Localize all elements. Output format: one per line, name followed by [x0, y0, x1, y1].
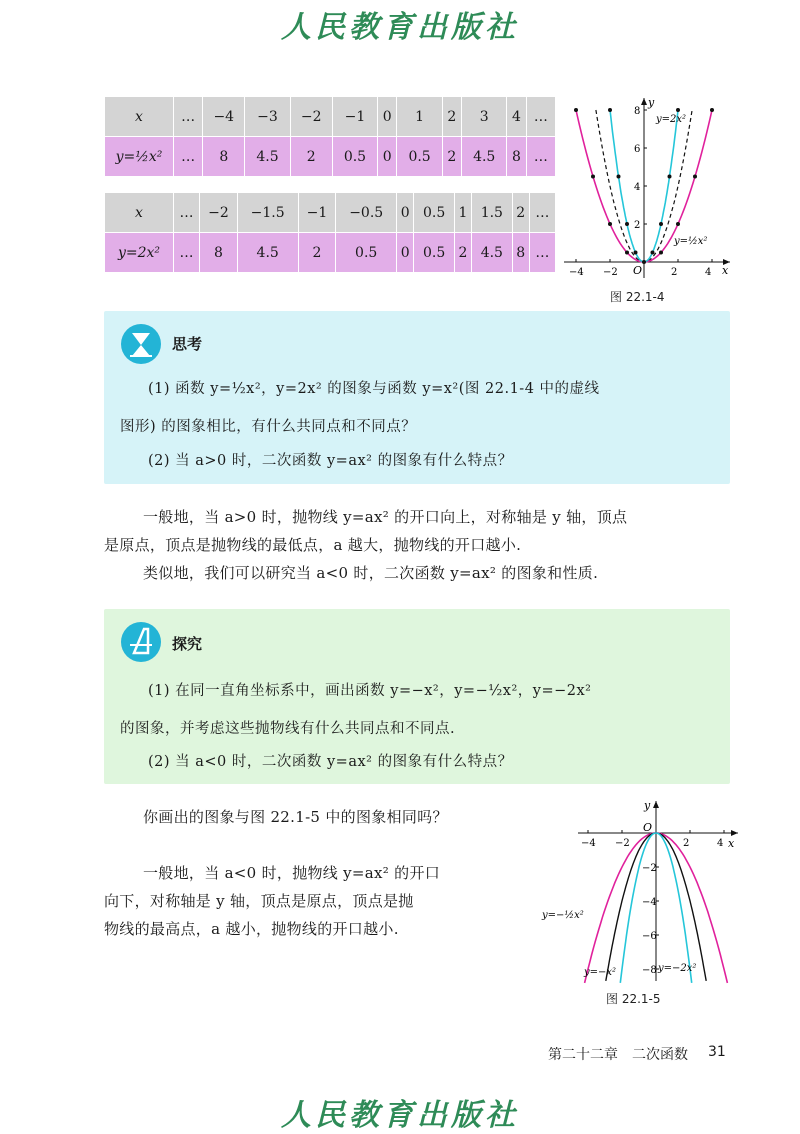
table-cell: … [174, 233, 200, 273]
table-header-y: y=½x² [105, 137, 174, 177]
table-cell: 0 [378, 97, 397, 137]
curve-label-half: y=½x² [674, 236, 708, 247]
table-header-x: x [105, 97, 174, 137]
table-cell: 0 [378, 137, 397, 177]
table-cell: … [529, 193, 555, 233]
table-cell: 0.5 [336, 233, 397, 273]
x-tick-label: 2 [683, 838, 690, 849]
think-line-3: (2) 当 a>0 时，二次函数 y=ax² 的图象有什么特点？ [148, 453, 513, 469]
table-row [105, 137, 556, 177]
table-cell: … [174, 137, 203, 177]
point-half [693, 175, 697, 179]
table-cell: −4 [203, 97, 245, 137]
curve-label-neg-half: y=−½x² [542, 910, 584, 921]
explore-line-3: (2) 当 a<0 时，二次函数 y=ax² 的图象有什么特点？ [148, 754, 513, 770]
footer-chapter: 第二十二章 二次函数 [548, 1047, 688, 1063]
axis-label-y: y [644, 799, 651, 812]
table-cell: −1.5 [237, 193, 298, 233]
point-double [634, 251, 638, 255]
table-cell: 4.5 [462, 137, 507, 177]
footer-page-number: 31 [708, 1044, 726, 1060]
table-cell: 0.5 [332, 137, 377, 177]
point-half [608, 222, 612, 226]
think-title: 思考 [172, 335, 203, 353]
think-icon [120, 323, 162, 365]
table-cell: 4 [507, 97, 526, 137]
y-tick-label: 2 [634, 220, 641, 231]
table-cell: 2 [298, 233, 336, 273]
table-row [105, 193, 556, 233]
y-tick-label: −8 [642, 965, 657, 976]
explore-box [104, 609, 730, 784]
paragraph1-line-2: 是原点，顶点是抛物线的最低点，a 越大，抛物线的开口越小. [104, 536, 522, 554]
value-table-double [104, 192, 556, 273]
y-tick-label: −4 [642, 897, 657, 908]
table-header-y: y=2x² [105, 233, 174, 273]
x-tick-label: 2 [671, 267, 678, 278]
publisher-footer: 人民教育出版社 [281, 1098, 519, 1133]
table-cell: 0 [397, 193, 414, 233]
point-double [668, 175, 672, 179]
point-half [591, 175, 595, 179]
point-double [625, 222, 629, 226]
table-cell: 0.5 [414, 193, 454, 233]
table-cell: 8 [200, 233, 238, 273]
table-row [105, 233, 556, 273]
table-cell: 4.5 [245, 137, 290, 177]
table-cell: … [529, 233, 555, 273]
table-cell: 1 [454, 193, 471, 233]
table-cell: … [526, 137, 555, 177]
x-tick-label: −2 [615, 838, 630, 849]
x-tick-label: −4 [569, 267, 584, 278]
figure-22-1-5 [540, 795, 740, 985]
curve-label-neg-x2: y=−x² [584, 967, 617, 978]
x-tick-label: −4 [581, 838, 596, 849]
explore-line-2: 的图象，并考虑这些抛物线有什么共同点和不同点. [120, 721, 456, 737]
y-tick-label: −2 [642, 863, 657, 874]
table-cell: 4.5 [237, 233, 298, 273]
table-cell: −2 [290, 97, 332, 137]
point-half [642, 260, 646, 264]
paragraph2-line-3: 向下，对称轴是 y 轴，顶点是原点，顶点是抛 [104, 892, 414, 910]
table-row [105, 97, 556, 137]
table-cell: 2 [454, 233, 471, 273]
table-cell: 2 [512, 193, 529, 233]
explore-title: 探究 [172, 635, 203, 653]
paragraph1-line-1: 一般地，当 a>0 时，抛物线 y=ax² 的开口向上，对称轴是 y 轴，顶点 [143, 508, 628, 526]
think-line-1: (1) 函数 y=½x²，y=2x² 的图象与函数 y=x²(图 22.1-4 中的虚线 [148, 381, 600, 397]
table-cell: 1 [397, 97, 442, 137]
think-line-2: 图形) 的图象相比，有什么共同点和不同点？ [120, 419, 417, 435]
point-half [625, 251, 629, 255]
axis-label-y: y [648, 96, 655, 109]
table-cell: 1.5 [472, 193, 512, 233]
x-tick-label: −2 [603, 267, 618, 278]
figure1-axes [564, 98, 730, 278]
table-cell: … [526, 97, 555, 137]
table-cell: 2 [442, 97, 461, 137]
point-double [651, 251, 655, 255]
table-cell: −1 [332, 97, 377, 137]
table-cell: −1 [298, 193, 336, 233]
think-box [104, 311, 730, 484]
paragraph2-line-1: 你画出的图象与图 22.1-5 中的图象相同吗？ [143, 808, 448, 826]
figure2-caption: 图 22.1-5 [606, 992, 661, 1006]
paragraph2-line-2: 一般地，当 a<0 时，抛物线 y=ax² 的开口 [143, 864, 441, 882]
point-half [710, 108, 714, 112]
table-cell: −0.5 [336, 193, 397, 233]
x-tick-label: 4 [705, 267, 712, 278]
origin-label: O [643, 821, 653, 834]
axis-label-x: x [722, 264, 729, 277]
point-double [659, 222, 663, 226]
table-cell: 3 [462, 97, 507, 137]
table-cell: 0.5 [397, 137, 442, 177]
origin-label: O [633, 264, 643, 277]
y-tick-label: −6 [642, 931, 657, 942]
publisher-header: 人民教育出版社 [281, 10, 519, 45]
table-cell: −2 [200, 193, 238, 233]
point-double [617, 175, 621, 179]
point-double [676, 108, 680, 112]
table-cell: 8 [203, 137, 245, 177]
curve-label-2x2: y=2x² [656, 114, 687, 125]
y-tick-label: 8 [634, 106, 641, 117]
table-cell: … [174, 193, 200, 233]
point-half [659, 251, 663, 255]
paragraph1-line-3: 类似地，我们可以研究当 a<0 时，二次函数 y=ax² 的图象和性质. [143, 564, 599, 582]
explore-icon [120, 621, 162, 663]
paragraph2-line-4: 物线的最高点，a 越小，抛物线的开口越小. [104, 920, 399, 938]
figure-22-1-4 [560, 90, 735, 285]
point-double [608, 108, 612, 112]
point-half [574, 108, 578, 112]
table-cell: 8 [507, 137, 526, 177]
axis-label-x: x [728, 837, 735, 850]
table-cell: 0.5 [414, 233, 454, 273]
figure1-caption: 图 22.1-4 [610, 290, 665, 304]
y-tick-label: 4 [634, 182, 641, 193]
curve-label-neg-2x2: y=−2x² [658, 963, 697, 974]
y-axis-arrow [641, 98, 647, 105]
table-cell: 4.5 [472, 233, 512, 273]
table-cell: −3 [245, 97, 290, 137]
y-axis-arrow [653, 801, 659, 808]
table-cell: … [174, 97, 203, 137]
value-table-half [104, 96, 556, 177]
point-half [676, 222, 680, 226]
x-axis-arrow [731, 830, 738, 836]
table-cell: 2 [290, 137, 332, 177]
x-tick-label: 4 [717, 838, 724, 849]
table-cell: 8 [512, 233, 529, 273]
table-cell: 2 [442, 137, 461, 177]
y-tick-label: 6 [634, 144, 641, 155]
table-cell: 0 [397, 233, 414, 273]
table-header-x: x [105, 193, 174, 233]
explore-line-1: (1) 在同一直角坐标系中，画出函数 y=−x²，y=−½x²，y=−2x² [148, 683, 592, 699]
